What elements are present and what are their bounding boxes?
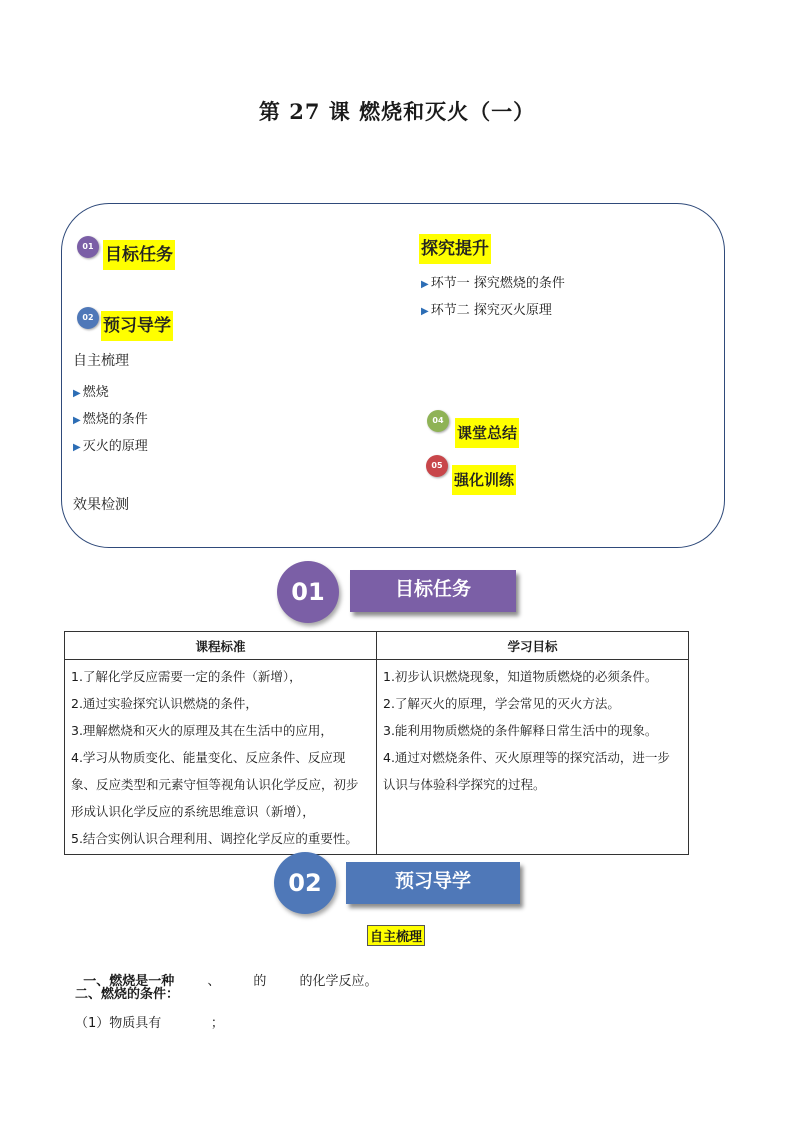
toc-item-explore-1[interactable]: ▶ 环节一 探究燃烧的条件 [421, 276, 565, 291]
goal-item: 2.了解灭火的原理，学会常见的灭火方法。 [383, 696, 620, 711]
toc-item-extinguish-principle[interactable]: ▶ 灭火的原理 [73, 439, 148, 454]
table-header-standards: 课程标准 [65, 632, 377, 660]
badge-04-icon: 04 [427, 410, 449, 432]
toc-section-target[interactable]: 目标任务 [103, 240, 175, 270]
toc-section-summary[interactable]: 课堂总结 [455, 418, 519, 448]
standard-item: 1.了解化学反应需要一定的条件（新增）， [71, 669, 302, 684]
self-review-label: 自主梳理 [367, 925, 425, 946]
triangle-bullet-icon: ▶ [73, 388, 81, 399]
goal-item: 1.初步认识燃烧现象，知道物质燃烧的必须条件。 [383, 669, 658, 684]
section-banner-target-label: 目标任务 [394, 578, 471, 600]
section-banner-preview [346, 862, 520, 904]
triangle-bullet-icon: ▶ [73, 442, 81, 453]
question-line-1-rest: 、 的 的化学反应。 [174, 974, 378, 989]
standards-cell [65, 660, 377, 855]
badge-02-icon: 02 [77, 307, 99, 329]
section-number-01: 01 [277, 561, 339, 623]
toc-section-training[interactable]: 强化训练 [452, 465, 516, 495]
badge-05-icon: 05 [426, 455, 448, 477]
question-line-2: 二、燃烧的条件： [75, 987, 180, 1002]
standard-item: 3.理解燃烧和灭火的原理及其在生活中的应用， [71, 723, 333, 738]
triangle-bullet-icon: ▶ [73, 415, 81, 426]
triangle-bullet-icon: ▶ [421, 306, 429, 317]
toc-item-burning[interactable]: ▶ 燃烧 [73, 385, 109, 400]
goal-item: 4.通过对燃烧条件、灭火原理等的探究活动，进一步认识与体验科学探究的过程。 [383, 750, 670, 792]
objectives-table [64, 631, 689, 855]
standard-item: 4.学习从物质变化、能量变化、反应条件、反应现象、反应类型和元素守恒等视角认识化学反应，初步形成认识化学反应的系统思维意识（新增）， [71, 750, 359, 819]
standard-item: 2.通过实验探究认识燃烧的条件， [71, 696, 258, 711]
question-line-1-lead: 一、燃烧是一种 [83, 974, 175, 989]
badge-01-icon: 01 [77, 236, 99, 258]
goal-item: 3.能利用物质燃烧的条件解释日常生活中的现象。 [383, 723, 658, 738]
goals-cell [377, 660, 689, 855]
standard-item: 5.结合实例认识合理利用、调控化学反应的重要性。 [71, 831, 358, 846]
toc-item-burning-conditions[interactable]: ▶ 燃烧的条件 [73, 412, 148, 427]
page-title: 第 27 课 燃烧和灭火（一） [258, 99, 536, 124]
section-number-02: 02 [274, 852, 336, 914]
toc-effect-check[interactable]: 效果检测 [73, 497, 129, 513]
question-line-3: （1）物质具有 ； [75, 1016, 224, 1031]
section-banner-target [350, 570, 516, 612]
toc-section-preview[interactable]: 预习导学 [101, 311, 173, 341]
section-banner-preview-label: 预习导学 [394, 870, 471, 892]
toc-item-explore-2[interactable]: ▶ 环节二 探究灭火原理 [421, 303, 552, 318]
toc-subsection-self-review[interactable]: 自主梳理 [73, 353, 129, 369]
toc-section-explore[interactable]: 探究提升 [419, 234, 491, 264]
triangle-bullet-icon: ▶ [421, 279, 429, 290]
table-header-goals: 学习目标 [377, 632, 689, 660]
